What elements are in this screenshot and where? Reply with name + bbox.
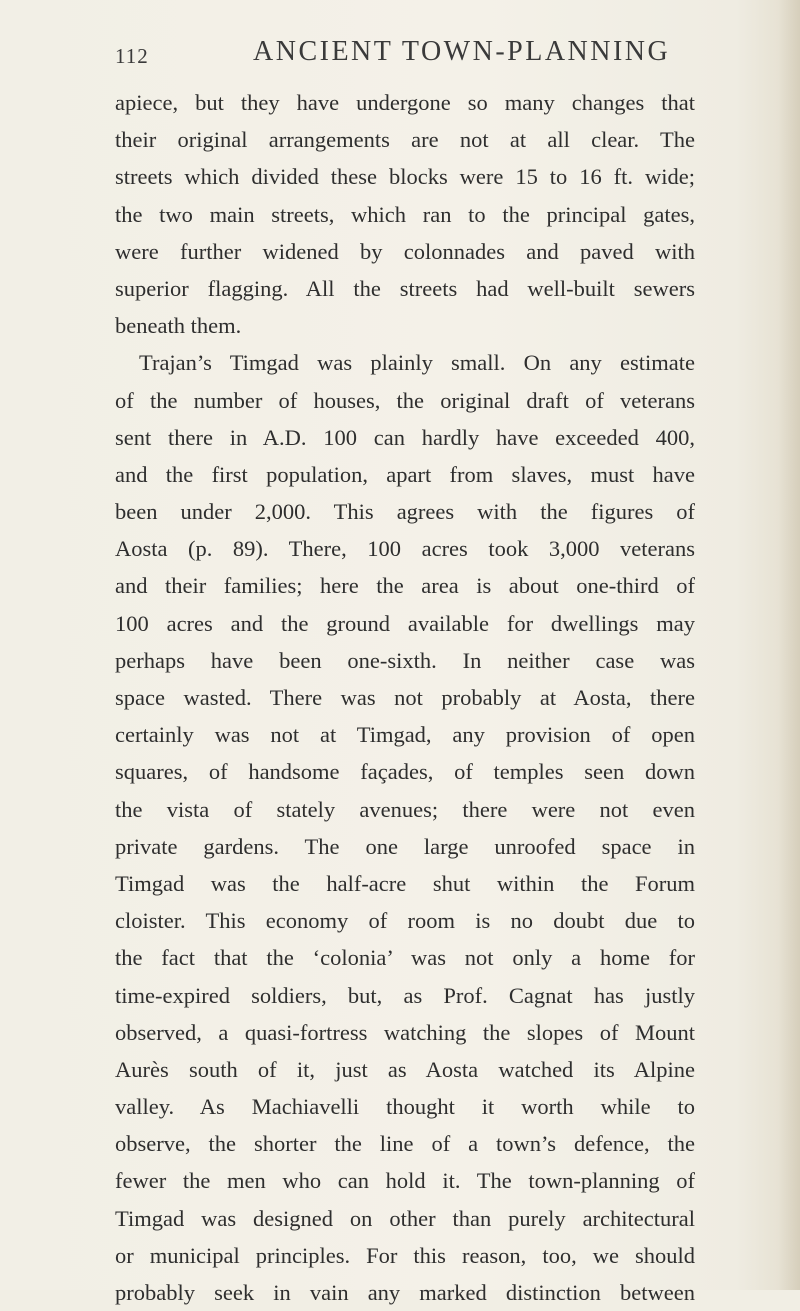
body-text xyxy=(115,84,695,1311)
text-line: streets which divided these blocks were 15 to 16 ft. wide; xyxy=(115,164,695,190)
text-line: the fact that the ‘colonia’ was not only a home for xyxy=(115,945,695,971)
text-line: time-expired soldiers, but, as Prof. Cagnat has justly xyxy=(115,982,695,1008)
text-line: superior flagging. All the streets had well-built sewers xyxy=(115,275,695,301)
text-line: Aurès south of it, just as Aosta watched its Alpine xyxy=(115,1056,695,1082)
text-line: Timgad was designed on other than purely architectural xyxy=(115,1205,695,1231)
text-line: the two main streets, which ran to the principal gates, xyxy=(115,201,695,227)
text-line: fewer the men who can hold it. The town-planning of xyxy=(115,1168,695,1194)
text-line: squares, of handsome façades, of temples seen down xyxy=(115,759,695,785)
text-line: observed, a quasi-fortress watching the slopes of Mount xyxy=(115,1019,695,1045)
text-line: been under 2,000. This agrees with the figures of xyxy=(115,499,695,525)
text-line: cloister. This economy of room is no doubt due to xyxy=(115,908,695,934)
text-line: their original arrangements are not at all clear. The xyxy=(115,127,695,153)
text-line: private gardens. The one large unroofed space in xyxy=(115,833,695,859)
text-line: of the number of houses, the original draft of veterans xyxy=(115,387,695,413)
text-line: the vista of stately avenues; there were not even xyxy=(115,796,695,822)
text-line: space wasted. There was not probably at Aosta, there xyxy=(115,685,695,710)
running-head xyxy=(115,36,675,70)
text-line: beneath them. xyxy=(115,313,242,339)
text-line: Aosta (p. 89). There, 100 acres took 3,000 veterans xyxy=(115,536,695,562)
page-number: 112 xyxy=(115,44,149,68)
text-line: 100 acres and the ground available for dwellings may xyxy=(115,610,695,636)
text-line: and their families; here the area is about one-third of xyxy=(115,573,695,599)
text-line: apiece, but they have undergone so many changes that xyxy=(115,90,695,115)
text-line: or municipal principles. For this reason, too, we should xyxy=(115,1242,695,1268)
text-line: probably seek in vain any marked distinction between xyxy=(115,1280,695,1305)
text-line: sent there in A.D. 100 can hardly have exceeded 400, xyxy=(115,424,695,450)
paragraph-start-line: Trajan’s Timgad was plainly small. On any estimate xyxy=(139,350,695,376)
text-line: Timgad was the half-acre shut within the Forum xyxy=(115,870,695,896)
text-line: were further widened by colonnades and paved with xyxy=(115,238,695,264)
running-title: ANCIENT TOWN-PLANNING xyxy=(253,36,671,67)
text-line: valley. As Machiavelli thought it worth while to xyxy=(115,1094,695,1120)
text-line: and the first population, apart from slaves, must have xyxy=(115,461,695,487)
page-edge-shadow xyxy=(778,0,800,1290)
text-line: certainly was not at Timgad, any provision of open xyxy=(115,722,695,748)
text-line: perhaps have been one-sixth. In neither case was xyxy=(115,647,695,673)
text-line: observe, the shorter the line of a town’s defence, the xyxy=(115,1131,695,1157)
